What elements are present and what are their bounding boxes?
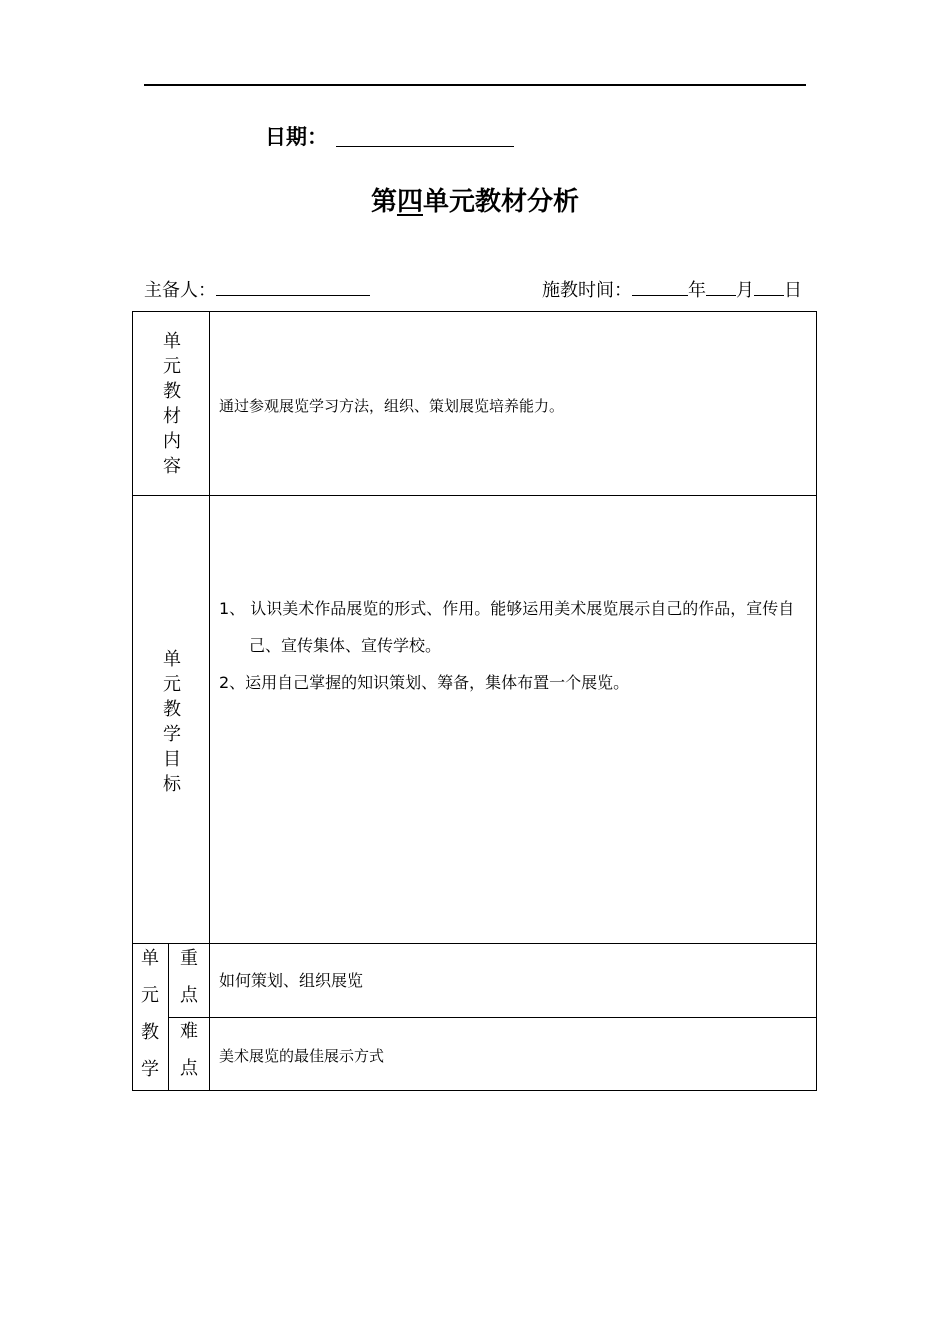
date-blank-line (336, 146, 514, 147)
table-row-divider-2 (132, 943, 817, 944)
content-label-char: 教 (163, 381, 181, 402)
date-label: 日期： (265, 125, 328, 149)
day-blank (754, 276, 784, 296)
unit-label-char: 学 (141, 1059, 159, 1080)
content-label-char: 容 (163, 456, 181, 477)
table-row-divider-1 (132, 495, 817, 496)
teaching-time-field (542, 276, 802, 304)
content-label-char: 单 (163, 331, 181, 352)
table-column-divider (209, 311, 210, 1091)
unit-label-char: 教 (141, 1022, 159, 1043)
content-text: 通过参观展览学习方法，组织、策划展览培养能力。 (219, 397, 565, 415)
page-title (0, 182, 950, 222)
difficulty-text: 美术展览的最佳展示方式 (219, 1047, 385, 1065)
key-point-label (177, 940, 201, 1014)
teaching-time-label: 施教时间： (542, 280, 632, 301)
top-rule (144, 84, 806, 86)
title-suffix: 单元教材分析 (423, 187, 580, 217)
goal-label-char: 学 (163, 724, 181, 745)
key-label-char: 点 (180, 985, 198, 1006)
unit-label-char: 元 (141, 985, 159, 1006)
difficulty-label-char: 点 (180, 1058, 198, 1079)
preparer-field (144, 276, 370, 304)
goal-label-char: 单 (163, 649, 181, 670)
preparer-label: 主备人： (144, 280, 216, 301)
goal-label-char: 目 (163, 749, 181, 770)
content-row-label (159, 329, 185, 479)
key-label-char: 重 (180, 948, 198, 969)
goal-label-char: 标 (163, 774, 181, 795)
title-prefix: 第 (370, 187, 397, 217)
content-label-char: 元 (163, 356, 181, 377)
goal-row-label (159, 647, 185, 797)
month-label: 月 (736, 280, 754, 301)
goal-list (219, 590, 815, 701)
goal-item-1-continued: 己、宣传集体、宣传学校。 (249, 636, 442, 655)
goal-label-char: 教 (163, 699, 181, 720)
goal-item-1: 1、 认识美术作品展览的形式、作用。能够运用美术展览展示自己的作品，宣传自 (219, 599, 795, 618)
day-label: 日 (784, 280, 802, 301)
difficulty-label (177, 1013, 201, 1087)
month-blank (706, 276, 736, 296)
title-unit-number: 四 (396, 187, 423, 217)
key-point-text: 如何策划、组织展览 (219, 971, 364, 990)
unit-teaching-label (138, 940, 162, 1088)
difficulty-label-char: 难 (180, 1021, 198, 1042)
preparer-blank (216, 276, 370, 296)
goal-item-2: 2、运用自己掌握的知识策划、筹备，集体布置一个展览。 (219, 673, 630, 692)
content-label-char: 材 (163, 406, 181, 427)
year-blank (632, 276, 688, 296)
year-label: 年 (688, 280, 706, 301)
content-label-char: 内 (163, 431, 181, 452)
table-row-divider-3 (168, 1017, 817, 1018)
unit-label-char: 单 (141, 948, 159, 969)
goal-label-char: 元 (163, 674, 181, 695)
